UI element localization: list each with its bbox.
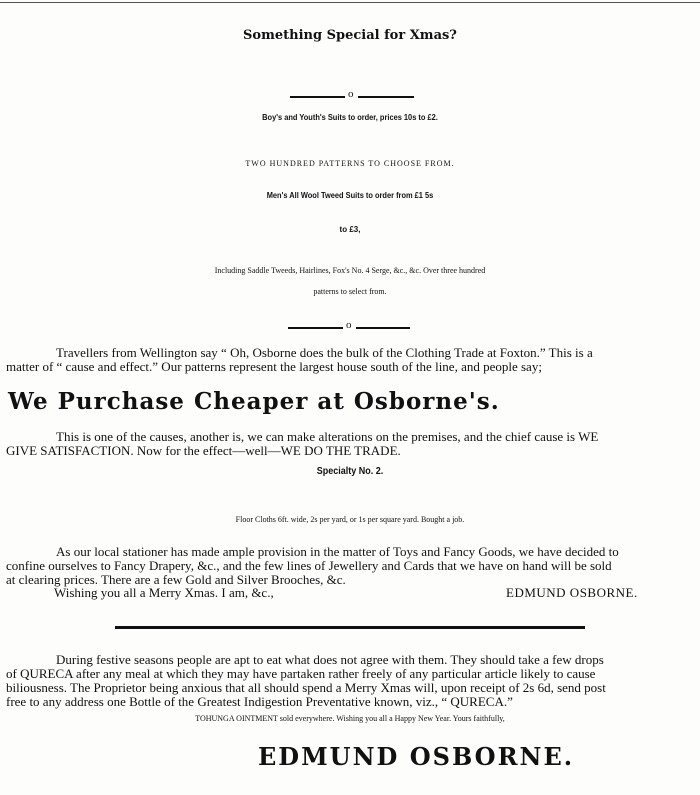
including-line-cont: patterns to select from. (313, 287, 387, 296)
travellers-paragraph (6, 346, 694, 374)
paragraph-line: biliousness. The Proprietor being anxious that all should spend a Merry Xmas will, upon receipt of 2s 6d, send post (6, 680, 606, 695)
top-rule (0, 2, 700, 3)
tohunga-line: TOHUNGA OINTMENT sold everywhere. Wishing you all a Happy New Year. Yours faithfully, (195, 714, 505, 723)
paragraph-line: confine ourselves to Fancy Drapery, &c., and the few lines of Jewellery and Cards that we have on hand will be sold (6, 558, 612, 573)
paragraph-line: at clearing prices. There are a few Gold and Silver Brooches, &c. (6, 572, 346, 587)
floor-cloths-line: Floor Cloths 6ft. wide, 2s per yard, or 1s per square yard. Bought a job. (235, 515, 465, 524)
paragraph-line: This is one of the causes, another is, we can make alterations on the premises, and the chief cause is WE (56, 429, 599, 444)
including-line: Including Saddle Tweeds, Hairlines, Fox's No. 4 Serge, &c., &c. Over three hundred (214, 266, 486, 275)
signature-large: EDMUND OSBORNE. (258, 742, 575, 771)
festive-paragraph (6, 653, 694, 709)
stationer-paragraph (6, 545, 694, 587)
section-divider (115, 626, 585, 629)
signature-small: EDMUND OSBORNE. (506, 585, 638, 600)
paragraph-line: GIVE SATISFACTION. Now for the effect—well—WE DO THE TRADE. (6, 443, 401, 458)
wishing-line: Wishing you all a Merry Xmas. I am, &c., (54, 585, 274, 600)
boys-suits-heading: Boy's and Youth's Suits to order, prices 10s to £2. (262, 113, 438, 122)
specialty-heading: Specialty No. 2. (316, 466, 384, 477)
paragraph-line: As our local stationer has made ample provision in the matter of Toys and Fancy Goods, we have decided to (56, 544, 619, 559)
paragraph-line: of QURECA after any meal at which they may have partaken rather freely of any particular article likely to cause (6, 666, 596, 681)
paragraph-line: free to any address one Bottle of the Greatest Indigestion Preventative known, viz., “ QURECA.” (6, 694, 513, 709)
headline: Something Special for Xmas? (243, 28, 457, 43)
causes-paragraph (6, 430, 694, 458)
patterns-line: TWO HUNDRED PATTERNS TO CHOOSE FROM. (245, 159, 455, 168)
purchase-slogan: We Purchase Cheaper at Osborne's. (8, 388, 500, 415)
ornamental-separator-2 (288, 319, 410, 333)
paragraph-line: matter of “ cause and effect.” Our patterns represent the largest house south of the line, and people say; (6, 359, 542, 374)
separator-mark: o (348, 88, 354, 100)
mens-suits-heading-cont: to £3, (339, 225, 361, 234)
ornamental-separator-1 (290, 88, 414, 102)
separator-mark: o (346, 319, 352, 331)
paragraph-line: Travellers from Wellington say “ Oh, Osborne does the bulk of the Clothing Trade at Foxton.” This is a (56, 345, 593, 360)
mens-suits-heading: Men's All Wool Tweed Suits to order from £1 5s (266, 191, 434, 200)
paragraph-line: During festive seasons people are apt to eat what does not agree with them. They should take a few drops (56, 652, 604, 667)
